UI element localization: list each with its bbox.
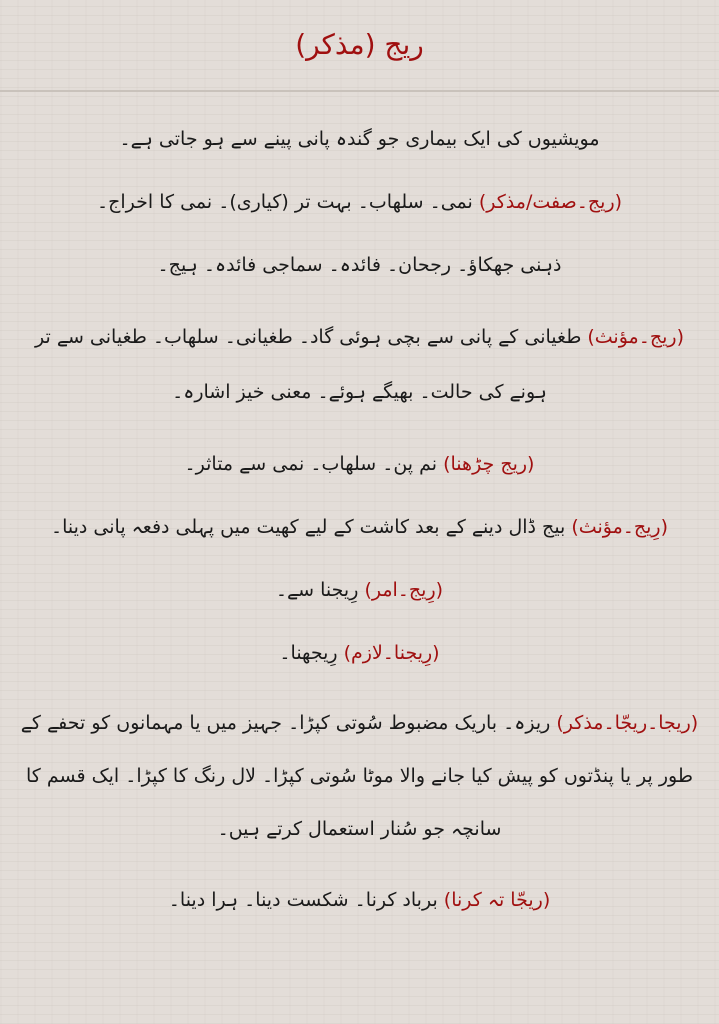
entry-definition: رِیجھنا۔ [279, 642, 338, 665]
entry-definition: مویشیوں کی ایک بیماری جو گندہ پانی پینے سے ہو جاتی ہے۔ [119, 128, 600, 150]
entry-headword: (رِیجنا۔لازم) [343, 642, 440, 665]
entry-definition: رِیجنا سے۔ [275, 579, 359, 602]
entry-headword: (ریج چڑھنا) [443, 452, 535, 475]
dictionary-entry [18, 310, 701, 420]
page-title: ریج (مذکر) [295, 28, 424, 61]
dictionary-content [18, 120, 701, 920]
entry-definition: ذہنی جھکاؤ۔ رجحان۔ فائدہ۔ سماجی فائدہ۔ ہیج۔ [157, 254, 562, 277]
entry-headword: (ریج۔مؤنث) [587, 325, 684, 348]
dictionary-entry [18, 697, 701, 856]
dictionary-entry [18, 183, 701, 221]
dictionary-entry [18, 571, 701, 609]
dictionary-entry [18, 445, 701, 483]
entry-definition: طغیانی کے پانی سے بچی ہوئی گاد۔ طغیانی۔ سلھاب۔ طغیانی سے تر ہونے کی حالت۔ بھیگے ہوئے۔ معنی خیز اشارہ۔ [35, 325, 582, 403]
entry-definition: ریزہ۔ باریک مضبوط سُوتی کپڑا۔ جہیز میں یا مہمانوں کو تحفے کے طور پر یا پنڈتوں کو پیش کیا جانے والا موٹا سُوتی کپڑا۔ لال رنگ کا کپڑا۔ ایک قسم کا سانچہ جو سُنار استعمال کرتے ہیں۔ [20, 712, 693, 841]
entry-headword: (رِیج۔مؤنث) [571, 515, 669, 538]
entry-headword: (رِیج۔امر) [364, 579, 444, 602]
entry-definition: بیج ڈال دینے کے بعد کاشت کے لیے کھیت میں پہلی دفعہ پانی دینا۔ [50, 515, 566, 538]
entry-headword: (ریج۔صفت/مذکر) [478, 191, 623, 214]
dictionary-entry [18, 634, 701, 672]
dictionary-entry [18, 246, 701, 284]
entry-headword: (ریجّا تہ کرنا) [443, 889, 551, 912]
page-header [0, 0, 719, 92]
entry-definition: نم پن۔ سلھاب۔ نمی سے متاثر۔ [184, 452, 438, 475]
entry-headword: (ریجا۔ریجّا۔مذکر) [556, 712, 699, 735]
entry-definition: برباد کرنا۔ شکست دینا۔ ہرا دینا۔ [168, 889, 438, 912]
dictionary-entry [18, 120, 701, 158]
entry-definition: نمی۔ سلھاب۔ بہت تر (کیاری)۔ نمی کا اخراج۔ [96, 191, 473, 214]
header-divider [0, 90, 719, 92]
dictionary-entry [18, 881, 701, 919]
dictionary-entry [18, 508, 701, 546]
